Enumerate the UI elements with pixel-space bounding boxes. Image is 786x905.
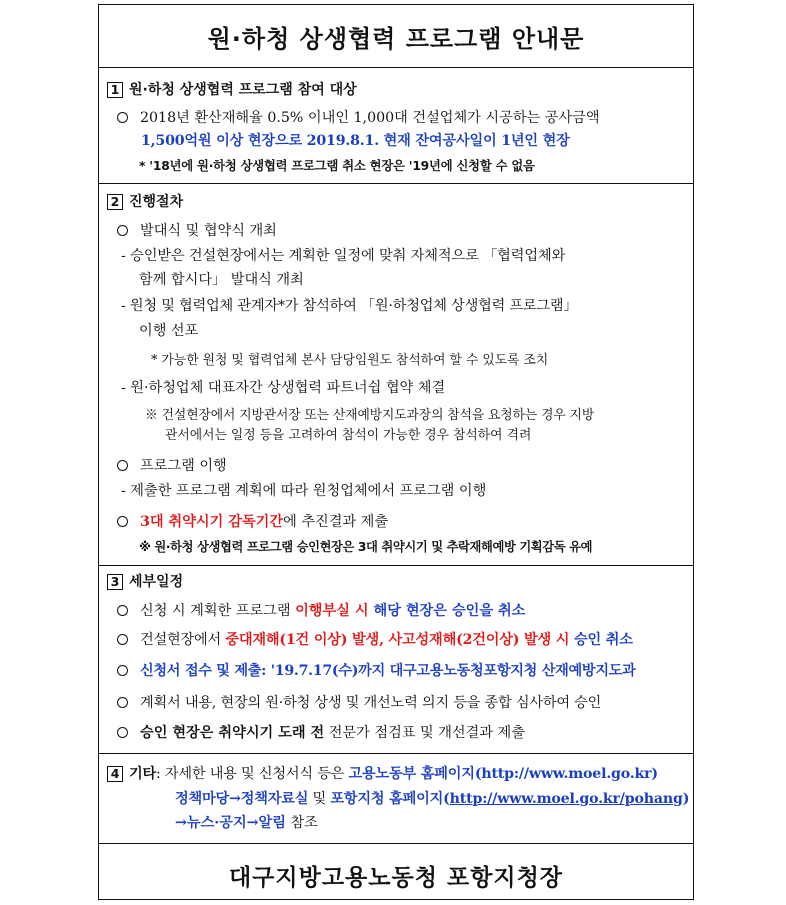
schedule-row-1-red: 이행부실 시	[295, 603, 369, 619]
schedule-row-1	[117, 602, 525, 620]
schedule-row-2-text: 건설현장에서	[140, 632, 226, 648]
section-1-line-2: 1,500억원 이상 현장으로 2019.8.1. 현재 잔여공사일이 1년인 현장	[141, 133, 570, 149]
step-report-note: ※ 원·하청 상생협력 프로그램 승인현장은 3대 취약시기 및 추락재해예방 기획감독 유예	[139, 540, 593, 554]
section-2-title: 진행절차	[129, 194, 184, 210]
step-program-detail: - 제출한 프로그램 계획에 따라 원청업체에서 프로그램 이행	[121, 483, 487, 499]
bullet-circle-icon	[117, 697, 128, 708]
bullet-circle-icon	[117, 112, 128, 123]
step-program-text: 프로그램 이행	[140, 458, 227, 474]
section-2-heading	[107, 193, 183, 211]
schedule-row-2-blue: 승인 취소	[569, 632, 633, 648]
step-ceremony-detail-2a: - 원청 및 협력업체 관계자*가 참석하여 「원·하청업체 상생협력 프로그램」	[121, 298, 578, 314]
section-3-divider	[99, 753, 693, 754]
section-4-text-1: : 자세한 내용 및 신청서식 등은	[156, 766, 349, 782]
section-2-divider	[99, 565, 693, 566]
news-notice-link[interactable]: →뉴스·공지→알림	[175, 815, 286, 831]
pohang-homepage-link[interactable]: http://www.moel.go.kr/pohang	[449, 791, 683, 807]
notice-frame	[98, 4, 694, 900]
schedule-row-3	[117, 662, 636, 680]
bullet-circle-icon	[117, 460, 128, 471]
title-divider	[99, 67, 693, 68]
step-ceremony-note-2a: ※ 건설현장에서 지방관서장 또는 산재예방지도과장의 참석을 요청하는 경우 지방	[145, 408, 595, 423]
section-1-title: 원·하청 상생협력 프로그램 참여 대상	[129, 82, 357, 98]
section-3-heading	[107, 573, 183, 591]
step-ceremony-text: 발대식 및 협약식 개최	[140, 223, 277, 239]
schedule-row-5-text: 전문가 점검표 및 개선결과 제출	[324, 725, 525, 741]
section-1-text-1: 2018년 환산재해율 0.5% 이내인 1,000대 건설업체가 시공하는 공사금액	[140, 110, 600, 126]
section-3-number: 3	[107, 574, 123, 590]
section-4-text-3: 참조	[285, 815, 318, 831]
section-2-number: 2	[107, 194, 123, 210]
schedule-row-5	[117, 724, 525, 742]
policy-archive-link[interactable]: 정책마당→정책자료실	[175, 791, 309, 807]
schedule-row-2	[117, 631, 633, 649]
step-ceremony-detail-1a: - 승인받은 건설현장에서는 계획한 일정에 맞춰 자체적으로 「협력업체와	[121, 248, 566, 264]
step-ceremony-note: * 가능한 원청 및 협력업체 본사 담당임원도 참석하여 할 수 있도록 조치	[151, 353, 549, 368]
section-4-label: 기타	[129, 766, 157, 782]
section-4-line-1	[107, 765, 658, 783]
step-ceremony-detail-2b: 이행 선포	[139, 323, 199, 339]
schedule-row-1-text: 신청 시 계획한 프로그램	[140, 603, 296, 619]
step-ceremony-detail-1b: 함께 합시다」 발대식 개최	[139, 272, 304, 288]
step-ceremony-detail-3: - 원·하청업체 대표자간 상생협력 파트너쉽 협약 체결	[121, 380, 446, 396]
step-ceremony-note-2b: 관서에서는 일정 등을 고려하여 참석이 가능한 경우 참석하여 격려	[165, 428, 532, 443]
section-4-line-2	[175, 790, 689, 808]
bullet-circle-icon	[117, 665, 128, 676]
section-1-note: * '18년에 원·하청 상생협력 프로그램 취소 현장은 '19년에 신청할 수 없음	[139, 159, 535, 173]
document-title: 원·하청 상생협력 프로그램 안내문	[207, 25, 585, 53]
schedule-row-3-text: : '19.7.17(수)까지 대구고용노동청포항지청 산재예방지도과	[261, 663, 636, 679]
schedule-row-3-blue: 신청서 접수 및 제출	[140, 663, 262, 679]
section-4-line-3	[175, 814, 318, 832]
bullet-circle-icon	[117, 225, 128, 236]
step-program	[117, 457, 227, 475]
section-4-number: 4	[107, 766, 123, 782]
bullet-circle-icon	[117, 605, 128, 616]
bullet-circle-icon	[117, 516, 128, 527]
step-report-text: 에 추진결과 제출	[283, 514, 389, 530]
section-3-title: 세부일정	[129, 574, 184, 590]
schedule-row-1-blue: 해당 현장은 승인을 취소	[368, 603, 526, 619]
issuer-signature: 대구지방고용노동청 포항지청장	[228, 865, 564, 891]
pohang-homepage-label: 포항지청 홈페이지(	[330, 791, 450, 807]
bullet-circle-icon	[117, 634, 128, 645]
section-1-heading	[107, 81, 357, 99]
moel-homepage-link[interactable]: 고용노동부 홈페이지(http://www.moel.go.kr)	[348, 766, 658, 782]
section-1-divider	[99, 183, 693, 184]
section-4-divider	[99, 843, 693, 844]
pohang-homepage-close: )	[682, 791, 690, 807]
schedule-row-2-red: 중대재해(1건 이상) 발생, 사고성재해(2건이상) 발생 시	[225, 632, 570, 648]
schedule-row-4	[117, 694, 601, 712]
section-1-number: 1	[107, 82, 123, 98]
step-report-highlight: 3대 취약시기 감독기간	[140, 514, 284, 530]
step-ceremony	[117, 222, 277, 240]
step-report	[117, 513, 388, 531]
schedule-row-5-bold: 승인 현장은 취약시기 도래 전	[140, 725, 325, 741]
section-4-text-2: 및	[308, 791, 331, 807]
section-1-line-1	[117, 109, 600, 127]
bullet-circle-icon	[117, 727, 128, 738]
schedule-row-4-text: 계획서 내용, 현장의 원·하청 상생 및 개선노력 의지 등을 종합 심사하여 승인	[140, 695, 602, 711]
